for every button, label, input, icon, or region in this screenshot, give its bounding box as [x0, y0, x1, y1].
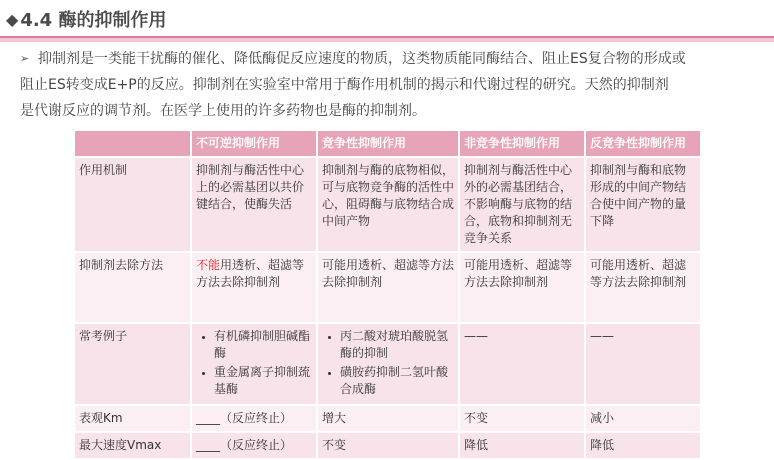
header-competitive: 竞争性抑制作用	[317, 130, 459, 157]
cell-vmax-irreversible: ____（反应终止）	[191, 432, 317, 459]
list-item: • 重金属离子抑制巯基酶	[214, 364, 312, 398]
table-row	[74, 405, 701, 432]
list-item: • 有机磷抑制胆碱酯酶	[214, 328, 312, 362]
row-head-examples: 常考例子	[74, 323, 191, 405]
row-head-km: 表观Km	[74, 405, 191, 432]
inhibition-comparison-table	[73, 129, 702, 460]
header-uncompetitive: 反竞争性抑制作用	[585, 130, 701, 157]
list-item: • 丙二酸对琥珀酸脱氢酶的抑制	[340, 328, 454, 362]
cell-removal-uncompetitive: 可能用透析、超滤等方法去除抑制剂	[585, 252, 701, 323]
cell-examples-irreversible	[191, 323, 317, 405]
cell-removal-competitive: 可能用透析、超滤等方法去除抑制剂	[317, 252, 459, 323]
header-corner	[74, 130, 191, 157]
table-row	[74, 432, 701, 459]
cell-examples-uncompetitive: ——	[585, 323, 701, 405]
table-row	[74, 323, 701, 405]
cell-mechanism-noncompetitive: 抑制剂与酶活性中心外的必需基团结合，不影响酶与底物的结合，底物和抑制剂无竞争关系	[459, 157, 585, 252]
cannot-text: 不能	[196, 258, 221, 272]
removal-rest-text: 用透析、超滤等方法去除抑制剂	[196, 258, 305, 289]
cell-vmax-noncompetitive: 降低	[459, 432, 585, 459]
intro-line-2: 阻止ES转变成E+P的反应。抑制剂在实验室中常用于酶作用机制的揭示和代谢过程的研究。天然的抑制剂	[20, 77, 669, 93]
row-head-removal: 抑制剂去除方法	[74, 252, 191, 323]
cell-vmax-competitive: 不变	[317, 432, 459, 459]
list-item: • 磺胺药抑制二氢叶酸合成酶	[340, 364, 454, 398]
arrow-bullet-icon: ➢	[20, 52, 30, 65]
diamond-icon: ◆	[6, 9, 19, 29]
cell-km-uncompetitive: 减小	[585, 405, 701, 432]
cell-examples-noncompetitive: ——	[459, 323, 585, 405]
table-header-row	[74, 130, 701, 157]
intro-line-1: 抑制剂是一类能干扰酶的催化、降低酶促反应速度的物质，这类物质能同酶结合、阻止ES复合物的形成或	[38, 51, 686, 67]
header-noncompetitive: 非竞争性抑制作用	[459, 130, 585, 157]
row-head-mechanism: 作用机制	[74, 157, 191, 252]
cell-km-competitive: 增大	[317, 405, 459, 432]
cell-mechanism-competitive: 抑制剂与酶的底物相似，可与底物竞争酶的活性中心，阻碍酶与底物结合成中间产物	[317, 157, 459, 252]
intro-line-3: 是代谢反应的调节剂。在医学上使用的许多药物也是酶的抑制剂。	[20, 103, 426, 119]
intro-paragraph	[20, 46, 768, 124]
cell-removal-noncompetitive: 可能用透析、超滤等方法去除抑制剂	[459, 252, 585, 323]
cell-mechanism-irreversible: 抑制剂与酶活性中心上的必需基团以共价键结合，使酶失活	[191, 157, 317, 252]
table-row	[74, 157, 701, 252]
cell-km-irreversible: ____（反应终止）	[191, 405, 317, 432]
cell-km-noncompetitive: 不变	[459, 405, 585, 432]
title-underline	[0, 36, 774, 42]
cell-mechanism-uncompetitive: 抑制剂与酶和底物形成的中间产物结合使中间产物的量下降	[585, 157, 701, 252]
cell-vmax-uncompetitive: 降低	[585, 432, 701, 459]
cell-removal-irreversible	[191, 252, 317, 323]
slide-title	[6, 6, 166, 32]
row-head-vmax: 最大速度Vmax	[74, 432, 191, 459]
cell-examples-competitive	[317, 323, 459, 405]
table-row	[74, 252, 701, 323]
title-text: 4.4 酶的抑制作用	[20, 10, 167, 31]
header-irreversible: 不可逆抑制作用	[191, 130, 317, 157]
